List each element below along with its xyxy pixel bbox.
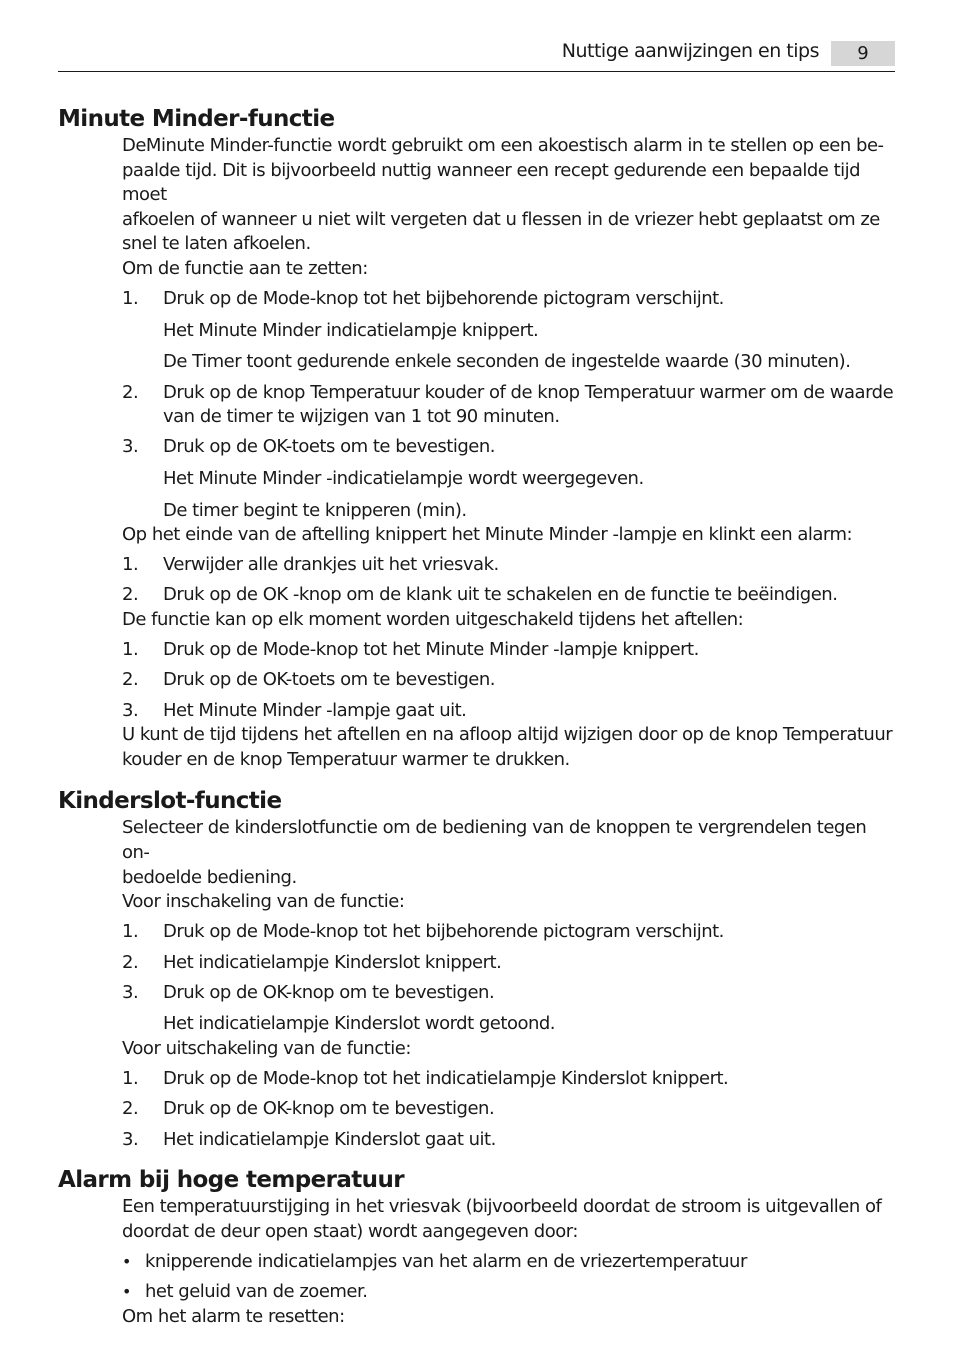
list-item <box>122 981 898 1006</box>
intro-line: doordat de deur open staat) wordt aangegeven door: <box>122 1220 578 1242</box>
step-text: Verwijder alle drankjes uit het vriesvak. <box>163 554 499 576</box>
intro-line: Selecteer de kinderslotfunctie om de bediening van de knoppen te vergrendelen tegen on- <box>122 817 867 863</box>
bullet-item <box>122 1250 898 1275</box>
steps-heading: Voor inschakeling van de functie: <box>122 891 405 913</box>
step-number: 2. <box>122 669 139 691</box>
step-number: 2. <box>122 584 139 606</box>
section-body <box>122 134 898 772</box>
steps-heading: Voor uitschakeling van de functie: <box>122 1037 411 1059</box>
list-item <box>122 951 898 976</box>
step-number: 3. <box>122 436 139 458</box>
list-item <box>122 553 898 578</box>
section-minute-minder <box>58 104 898 772</box>
intro-line: DeMinute Minder-functie wordt gebruikt om een akoestisch alarm in te stellen op een be- <box>122 135 884 156</box>
header-title: Nuttige aanwijzingen en tips <box>561 40 819 62</box>
step-note: De Timer toont gedurende enkele seconden de ingestelde waarde (30 minuten). <box>163 351 851 373</box>
step-text: van de timer te wijzigen van 1 tot 90 minuten. <box>163 406 560 428</box>
step-note: Het Minute Minder indicatielampje knippert. <box>163 319 539 341</box>
intro-line: Een temperatuurstijging in het vriesvak (bijvoorbeeld doordat de stroom is uitgevallen of <box>122 1196 882 1218</box>
page-content <box>58 104 898 1329</box>
page-number: 9 <box>831 41 895 66</box>
intro-line: afkoelen of wanneer u niet wilt vergeten dat u flessen in de vriezer hebt geplaatst om ze <box>122 208 880 230</box>
list-item <box>122 668 898 693</box>
outro-line: kouder en de knop Temperatuur warmer te drukken. <box>122 748 570 770</box>
step-number: 2. <box>122 1098 139 1120</box>
bullet-icon: • <box>122 1251 131 1271</box>
step-note: De timer begint te knipperen (min). <box>163 499 467 521</box>
steps-heading: Om de functie aan te zetten: <box>122 257 368 279</box>
step-number: 1. <box>122 1068 139 1090</box>
step-number: 1. <box>122 921 139 943</box>
bullet-text: knipperende indicatielampjes van het alarm en de vriezertemperatuur <box>145 1250 747 1272</box>
outro-line: U kunt de tijd tijdens het aftellen en na afloop altijd wijzigen door op de knop Temperatuur <box>122 724 893 746</box>
step-number: 1. <box>122 288 139 310</box>
list-item <box>122 1097 898 1122</box>
step-note: Het indicatielampje Kinderslot wordt getoond. <box>163 1013 556 1035</box>
step-number: 2. <box>122 381 139 403</box>
section-title: Alarm bij hoge temperatuur <box>58 1167 404 1194</box>
intro-line: paalde tijd. Dit is bijvoorbeeld nuttig wanneer een recept gedurende een bepaalde tijd moet <box>122 159 861 206</box>
list-item <box>122 583 898 608</box>
steps-heading: Op het einde van de aftelling knippert het Minute Minder -lampje en klinkt een alarm: <box>122 524 853 546</box>
section-body <box>122 816 898 1152</box>
steps-heading: De functie kan op elk moment worden uitgeschakeld tijdens het aftellen: <box>122 609 744 631</box>
intro-line: snel te laten afkoelen. <box>122 233 311 255</box>
list-item <box>122 381 898 430</box>
step-number: 1. <box>122 639 139 661</box>
list-item <box>122 1128 898 1153</box>
bullet-item <box>122 1280 898 1305</box>
section-alarm <box>58 1165 898 1329</box>
section-title: Kinderslot-functie <box>58 788 282 815</box>
step-number: 2. <box>122 951 139 973</box>
list-item <box>122 1067 898 1092</box>
steps-heading: Om het alarm te resetten: <box>122 1305 345 1327</box>
intro-line: bedoelde bediening. <box>122 866 297 888</box>
bullet-icon: • <box>122 1282 131 1302</box>
step-text: Druk op de Mode-knop tot het Minute Minder -lampje knippert. <box>163 639 699 661</box>
list-item <box>122 920 898 945</box>
step-text: Druk op de Mode-knop tot het indicatielampje Kinderslot knippert. <box>163 1068 729 1090</box>
step-text: Druk op de OK -knop om de klank uit te schakelen en de functie te beëindigen. <box>163 584 838 606</box>
step-text: Het Minute Minder -lampje gaat uit. <box>163 699 467 721</box>
list-item <box>122 699 898 724</box>
step-text: Druk op de Mode-knop tot het bijbehorende pictogram verschijnt. <box>163 921 724 943</box>
section-kinderslot <box>58 786 898 1152</box>
list-item <box>122 435 898 460</box>
step-text: Het indicatielampje Kinderslot gaat uit. <box>163 1128 496 1150</box>
step-text: Druk op de OK-toets om te bevestigen. <box>163 669 495 691</box>
step-number: 3. <box>122 1128 139 1150</box>
step-text: Druk op de knop Temperatuur kouder of de knop Temperatuur warmer om de waarde <box>163 381 894 403</box>
step-text: Druk op de Mode-knop tot het bijbehorende pictogram verschijnt. <box>163 288 724 310</box>
step-text: Druk op de OK-toets om te bevestigen. <box>163 436 495 458</box>
step-text: Het indicatielampje Kinderslot knippert. <box>163 951 502 973</box>
step-number: 3. <box>122 699 139 721</box>
bullet-text: het geluid van de zoemer. <box>145 1281 368 1303</box>
list-item <box>122 638 898 663</box>
step-note: Het Minute Minder -indicatielampje wordt weergegeven. <box>163 467 644 489</box>
page-header <box>58 38 895 72</box>
section-title: Minute Minder-functie <box>58 106 335 132</box>
section-body <box>122 1195 898 1329</box>
step-number: 3. <box>122 981 139 1003</box>
step-text: Druk op de OK-knop om te bevestigen. <box>163 1098 495 1120</box>
step-text: Druk op de OK-knop om te bevestigen. <box>163 981 495 1003</box>
list-item <box>122 287 898 312</box>
step-number: 1. <box>122 554 139 576</box>
